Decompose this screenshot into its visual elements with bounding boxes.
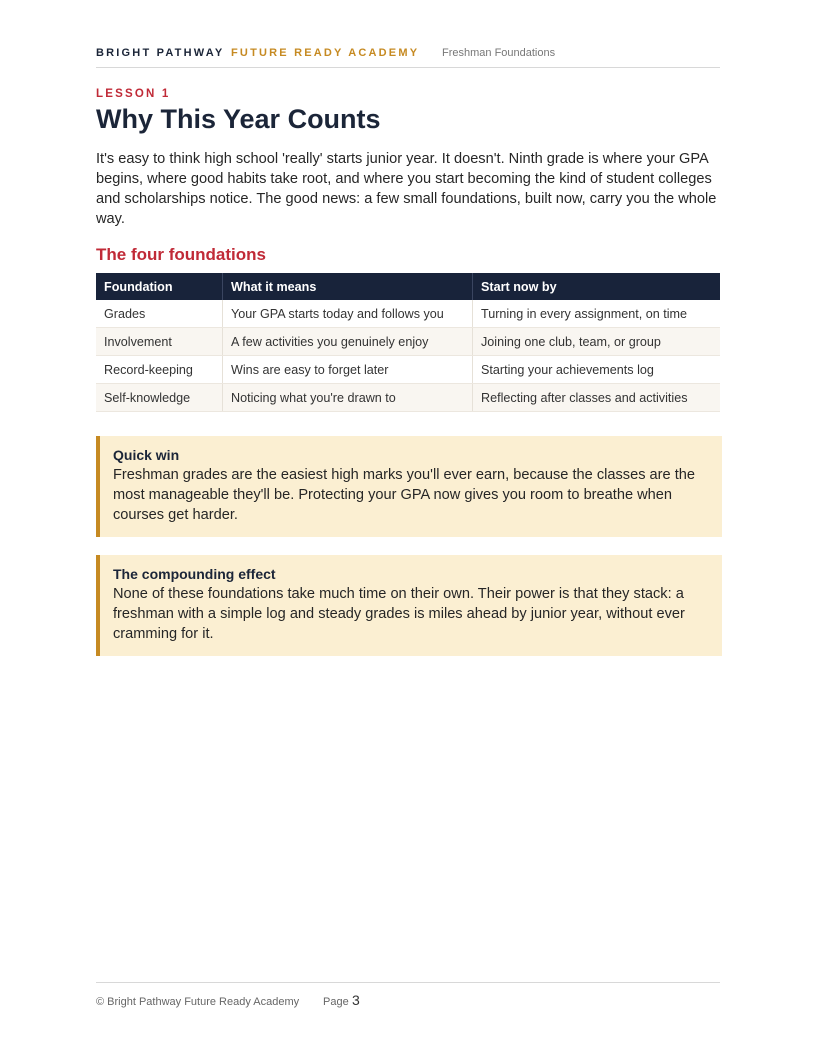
table-cell: Starting your achievements log (473, 356, 721, 384)
page-title: Why This Year Counts (96, 104, 381, 134)
table-cell: Noticing what you're drawn to (223, 384, 473, 412)
column-header: Start now by (473, 273, 721, 300)
table-cell: Self-knowledge (96, 384, 223, 412)
lesson-eyebrow: LESSON 1 (96, 88, 171, 100)
intro-paragraph: It's easy to think high school 'really' starts junior year. It doesn't. Ninth grade is where your GPA begins, where good habits take root, and where you start becoming the kind of student colleges and scholarships notice. The good news: a few small foundations, built now, carry you the whole way. (96, 151, 717, 227)
page-number: 3 (352, 992, 360, 1008)
brand-secondary: FUTURE READY ACADEMY (231, 47, 420, 59)
page-header (96, 46, 720, 68)
callout-title: Quick win (113, 447, 180, 463)
brand-primary: BRIGHT PATHWAY (96, 47, 225, 59)
table-cell: A few activities you genuinely enjoy (223, 328, 473, 356)
table-cell: Turning in every assignment, on time (473, 300, 721, 328)
table-cell: Record-keeping (96, 356, 223, 384)
table-cell: Grades (96, 300, 223, 328)
callout-body: None of these foundations take much time on their own. Their power is that they stack: a freshman with a simple log and steady grades is miles ahead by junior year, without ever cramming for it. (113, 586, 685, 642)
section-title-foundations: The four foundations (96, 245, 266, 264)
column-header: Foundation (96, 273, 223, 300)
table-row (96, 300, 720, 328)
foundations-table (96, 273, 720, 412)
table-header-row (96, 273, 720, 300)
callout-title: The compounding effect (113, 566, 276, 582)
page-footer (96, 982, 720, 1008)
table-cell: Joining one club, team, or group (473, 328, 721, 356)
table-row (96, 356, 720, 384)
table-cell: Your GPA starts today and follows you (223, 300, 473, 328)
callout-body: Freshman grades are the easiest high marks you'll ever earn, because the classes are the most manageable they'll be. Protecting your GPA now gives you room to breathe when courses get harder. (113, 467, 695, 523)
table-cell: Reflecting after classes and activities (473, 384, 721, 412)
copyright-text: © Bright Pathway Future Ready Academy (96, 996, 300, 1008)
callout-compounding-effect (96, 555, 722, 656)
table-cell: Wins are easy to forget later (223, 356, 473, 384)
table-row (96, 384, 720, 412)
table-cell: Involvement (96, 328, 223, 356)
column-header: What it means (223, 273, 473, 300)
table-row (96, 328, 720, 356)
page-label: Page (323, 996, 349, 1008)
document-page (96, 0, 722, 1056)
course-name: Freshman Foundations (442, 47, 556, 59)
callout-quick-win (96, 436, 722, 537)
